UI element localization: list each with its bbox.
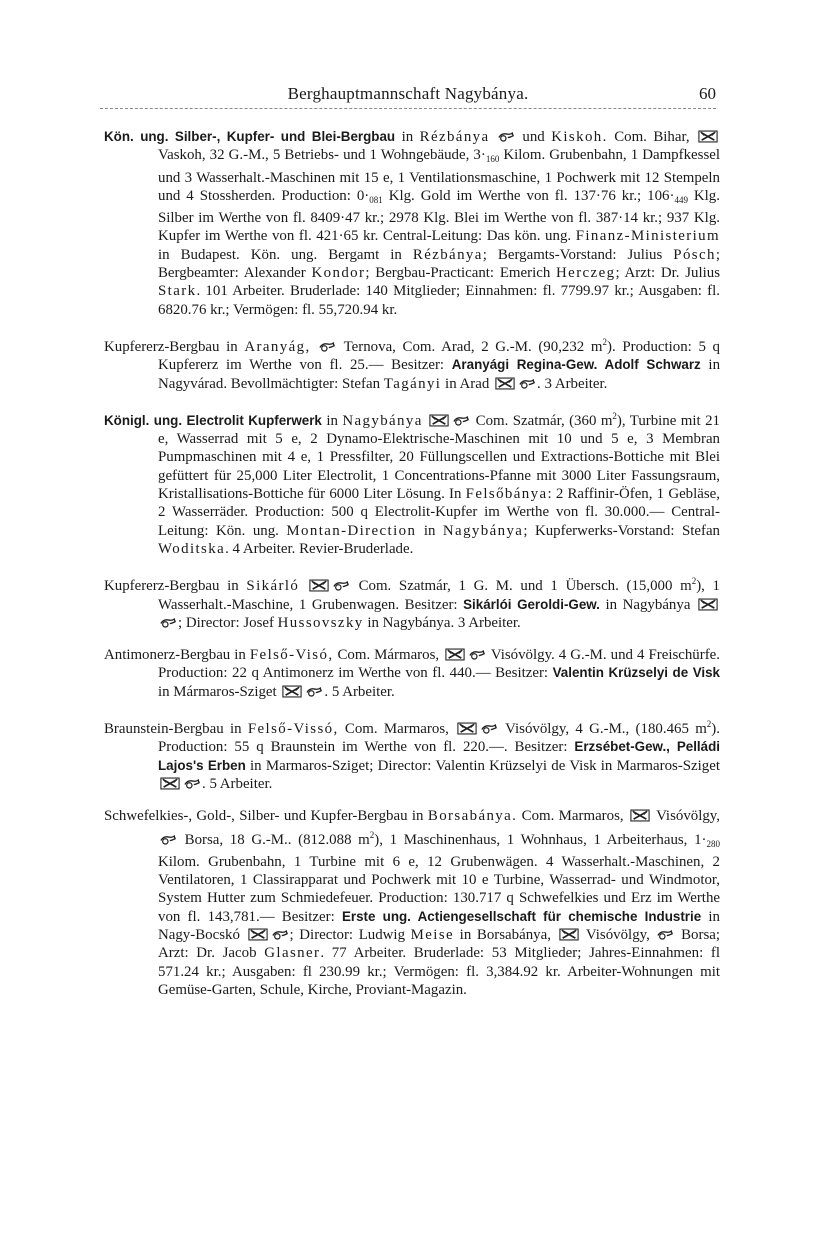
text: Visóvölgy, <box>651 808 720 825</box>
text: Visóvölgy, 4 G.-M., (180.465 m <box>499 721 707 738</box>
place-name: Nagybánya <box>342 412 423 429</box>
running-title: Berghauptmannschaft Nagybánya. <box>287 84 529 103</box>
post-horn-icon <box>498 132 514 143</box>
entry-felso-viso <box>104 646 720 701</box>
text: ), 1 Wasserhalt.-Maschine, 1 Grubenwagen. Besitzer: <box>158 578 720 613</box>
place-name: Rézbánya <box>412 246 483 263</box>
person-name: Tagányi <box>383 375 442 392</box>
person-name: Kondor <box>311 265 366 282</box>
entry-aranyag <box>104 333 720 393</box>
crossed-hammers-icon <box>559 928 579 941</box>
text: Com. Bihar, <box>607 129 697 145</box>
text: Antimonerz-Bergbau in <box>104 647 250 664</box>
entry-rezbanya <box>104 128 720 319</box>
superscript: 2 <box>612 410 617 421</box>
text: Kupfererz-Bergbau in <box>104 338 245 355</box>
text: in Nagybánya <box>599 596 696 613</box>
header-rule <box>100 108 716 109</box>
place-name: Felső-Visó, <box>249 647 334 664</box>
person-name: Herczeg <box>556 265 616 282</box>
text: in Borsabánya, <box>454 926 557 943</box>
post-horn-icon <box>481 724 497 735</box>
place-name: Felsőbánya <box>465 486 548 503</box>
text: . 3 Arbeiter. <box>537 375 608 392</box>
superscript: 2 <box>369 829 375 840</box>
superscript: 2 <box>706 719 712 730</box>
document-body <box>104 128 720 1013</box>
text: Com. Szatmár, (360 m <box>471 412 613 429</box>
crossed-hammers-icon <box>630 809 650 822</box>
page-number: 60 <box>699 84 716 103</box>
text: . 4 Arbeiter. Revier-Bruderlade. <box>225 540 414 557</box>
entry-electrolit <box>104 407 720 558</box>
text: Borsa, 18 G.-M.. (812.088 m <box>178 831 370 848</box>
entry-lead: Königl. ung. Electrolit Kupferwerk <box>104 412 322 428</box>
text: Borsa; Arzt: Dr. Jacob <box>158 926 720 962</box>
crossed-hammers-icon <box>445 648 465 661</box>
text: Braunstein-Bergbau in <box>104 721 248 738</box>
crossed-hammers-icon <box>457 722 477 735</box>
post-horn-icon <box>657 930 673 941</box>
crossed-hammers-icon <box>160 777 180 790</box>
person-name: Stark <box>158 283 197 300</box>
post-horn-icon <box>272 930 288 941</box>
text: in <box>416 522 443 539</box>
subscript: 160 <box>485 154 500 165</box>
person-name: Hussovszky <box>277 614 364 631</box>
owner-name: Erste ung. Actiengesellschaft für chemische Industrie <box>341 908 702 924</box>
owner-name: Valentin Krüzselyi de Visk <box>552 665 720 681</box>
text: ), Turbine mit 21 e, Wasserrad mit 5 e, 2 Dynamo-Elektrische-Maschinen mit 10 und 5 e, 3 Membran Pumpmaschinen mit 4 e, 1 Pressfilter, 20 Füllungscellen und Extractions-Bottiche mit Blei gefüttert für 25,000 Liter Electrolit, 1 Concentrations-Pfanne mit 3000 Liter Fassungsraum, Kristallisations-Bottiche für 6000 Liter Lösung. In <box>158 412 720 503</box>
text: Visóvölgy, <box>580 926 656 943</box>
text: Ternova, Com. Arad, 2 G.-M. (90,232 m <box>337 338 603 355</box>
text: ). Production: 55 q Braunstein im Werthe von fl. 220.—. Besitzer: <box>158 721 720 756</box>
text: Schwefelkies-, Gold-, Silber- und Kupfer-Bergbau in <box>104 808 428 825</box>
text: Klg. Gold im Werthe von fl. 137·76 kr.; 106· <box>382 187 675 204</box>
owner-name: Erzsébet-Gew., Pelládi Lajos's Erben <box>158 739 720 773</box>
post-horn-icon <box>319 342 335 353</box>
text: ; Director: Ludwig <box>289 926 411 943</box>
text: Com. Marmaros, <box>517 808 628 825</box>
post-horn-icon <box>184 779 200 790</box>
text: und <box>515 129 552 145</box>
entry-borsabanya <box>104 807 720 999</box>
superscript: 2 <box>691 576 697 587</box>
crossed-hammers-icon <box>495 377 515 390</box>
text: Com. Marmaros, <box>338 721 456 738</box>
person-name: Glasner <box>264 945 321 962</box>
entry-sikarlo <box>104 572 720 632</box>
post-horn-icon <box>333 581 349 592</box>
post-horn-icon <box>519 379 535 390</box>
subscript: 449 <box>674 194 688 205</box>
text: in Nagyvárad. Bevollmächtigter: Stefan <box>158 357 721 392</box>
text: Klg. Silber im Werthe von fl. 8409·47 kr.; 2978 Klg. Blei im Werthe von fl. 387·14 kr.; 937 Klg. Kupfer im Werthe von fl. 421·65 kr. Central-Leitung: Das kön. ung. <box>158 187 720 245</box>
text: in Marmaros-Sziget; Director: Valentin Krüzselyi de Visk in Marmaros-Sziget <box>245 757 720 774</box>
place-name: Kiskoh. <box>551 129 608 145</box>
text: Com. Szatmár, 1 G. M. und 1 Übersch. (15,000 m <box>350 578 692 595</box>
text: Kupfererz-Bergbau in <box>104 578 247 595</box>
text: in <box>395 129 420 145</box>
place-name: Nagybánya <box>442 522 524 539</box>
emphasized: Montan-Direction <box>286 522 417 539</box>
crossed-hammers-icon <box>248 928 268 941</box>
post-horn-icon <box>453 416 469 427</box>
text: . 5 Arbeiter. <box>202 775 273 792</box>
crossed-hammers-icon <box>698 598 718 611</box>
text: . 77 Arbeiter. Bruderlade: 53 Mitglieder; Jahres-Einnahmen: fl 571.24 kr.; Ausgaben: fl 230.99 kr.; Vermögen: fl. 3,384.92 kr. Arbeiter-Wohnungen mit Gemüse-Garten, Schule, Kirche, Proviant-Magazin. <box>158 945 721 998</box>
place-name: Borsabánya. <box>427 808 518 825</box>
subscript: 280 <box>706 838 720 849</box>
place-name: Rézbánya <box>419 129 490 145</box>
text: Kilom. Grubenbahn, 1 Dampfkessel und 3 Wasserhalt.-Maschinen mit 15 e, 1 Ventilationsmaschine, 1 Pochwerk mit 12 Stempeln und 4 Stossherden. Production: 0· <box>158 147 720 204</box>
text: ; Director: Josef <box>178 614 278 631</box>
crossed-hammers-icon <box>429 414 449 427</box>
entry-felso-visso <box>104 715 720 793</box>
text: Visóvölgy. 4 G.-M. und 4 Freischürfe. Production: 22 q Antimonerz im Werthe von fl. 440.— Besitzer: <box>158 647 720 682</box>
text: in Arad <box>441 375 494 392</box>
person-name: Pósch <box>673 246 716 263</box>
post-horn-icon <box>160 835 176 846</box>
owner-name: Sikárlói Geroldi-Gew. <box>463 596 600 612</box>
text: in <box>321 412 343 429</box>
text: ; Kupferwerks-Vorstand: Stefan <box>523 522 721 539</box>
text: Com. Mármaros, <box>333 647 444 664</box>
place-name: Sikárló <box>246 578 300 595</box>
owner-name: Aranyági Regina-Gew. Adolf Schwarz <box>451 357 701 373</box>
crossed-hammers-icon <box>282 685 302 698</box>
superscript: 2 <box>602 336 607 347</box>
person-name: Meise <box>410 926 455 943</box>
text: ; Bergbau-Practicant: Emerich <box>365 265 557 282</box>
place-name: Aranyág, <box>244 338 311 355</box>
text: in Mármaros-Sziget <box>158 683 281 700</box>
post-horn-icon <box>306 687 322 698</box>
text: in Nagy-Bocskó <box>158 908 720 943</box>
page-header <box>100 84 716 110</box>
crossed-hammers-icon <box>309 579 329 592</box>
text: ). Production: 5 q Kupfererz im Werthe von fl. 25.— Besitzer: <box>158 338 721 374</box>
text: Vaskoh, 32 G.-M., 5 Betriebs- und 1 Wohngebäude, 3· <box>158 147 486 164</box>
text: . 101 Arbeiter. Bruderlade: 140 Mitglieder; Einnahmen: fl. 7799.97 kr.; Ausgaben: fl. 6820.76 kr.; Vermögen: fl. 55,720.94 kr. <box>158 283 720 318</box>
text: . 5 Arbeiter. <box>324 683 395 700</box>
post-horn-icon <box>469 650 485 661</box>
subscript: 081 <box>369 194 383 205</box>
text: ), 1 Maschinenhaus, 1 Wohnhaus, 1 Arbeiterhaus, 1· <box>374 831 707 848</box>
place-name: Felső-Vissó, <box>247 721 339 738</box>
entry-lead: Kön. ung. Silber-, Kupfer- und Blei-Bergbau <box>104 129 396 144</box>
person-name: Woditska <box>158 540 226 557</box>
text: in Budapest. Kön. ung. Bergamt in <box>158 246 413 263</box>
post-horn-icon <box>160 618 176 629</box>
text: in Nagybánya. 3 Arbeiter. <box>363 614 521 631</box>
text: ; Arzt: Dr. Julius <box>615 265 720 282</box>
crossed-hammers-icon <box>698 130 718 143</box>
text: ; Bergamts-Vorstand: Julius <box>482 246 674 263</box>
text: ; Bergbeamter: Alexander <box>158 246 720 282</box>
text: : 2 Raffinir-Öfen, 1 Gebläse, 2 Wasserräder. Production: 500 q Electrolit-Kupfer im Werthe von fl. 30.000.— Central-Leitung: Kön. ung. <box>158 486 721 539</box>
text: Kilom. Grubenbahn, 1 Turbine mit 6 e, 12 Grubenwägen. 4 Wasserhalt.-Maschinen, 2 Ventilatoren, 1 Classirapparat und Pochwerk mit 10 e Turbine, Wasserrad- und Windmotor, System Hutter zum Schmiedefeuer. Production: 130.717 q Schwefelkies und Erz im Werthe von fl. 143,781.— Besitzer: <box>158 853 720 925</box>
emphasized: Finanz-Ministerium <box>575 228 720 245</box>
